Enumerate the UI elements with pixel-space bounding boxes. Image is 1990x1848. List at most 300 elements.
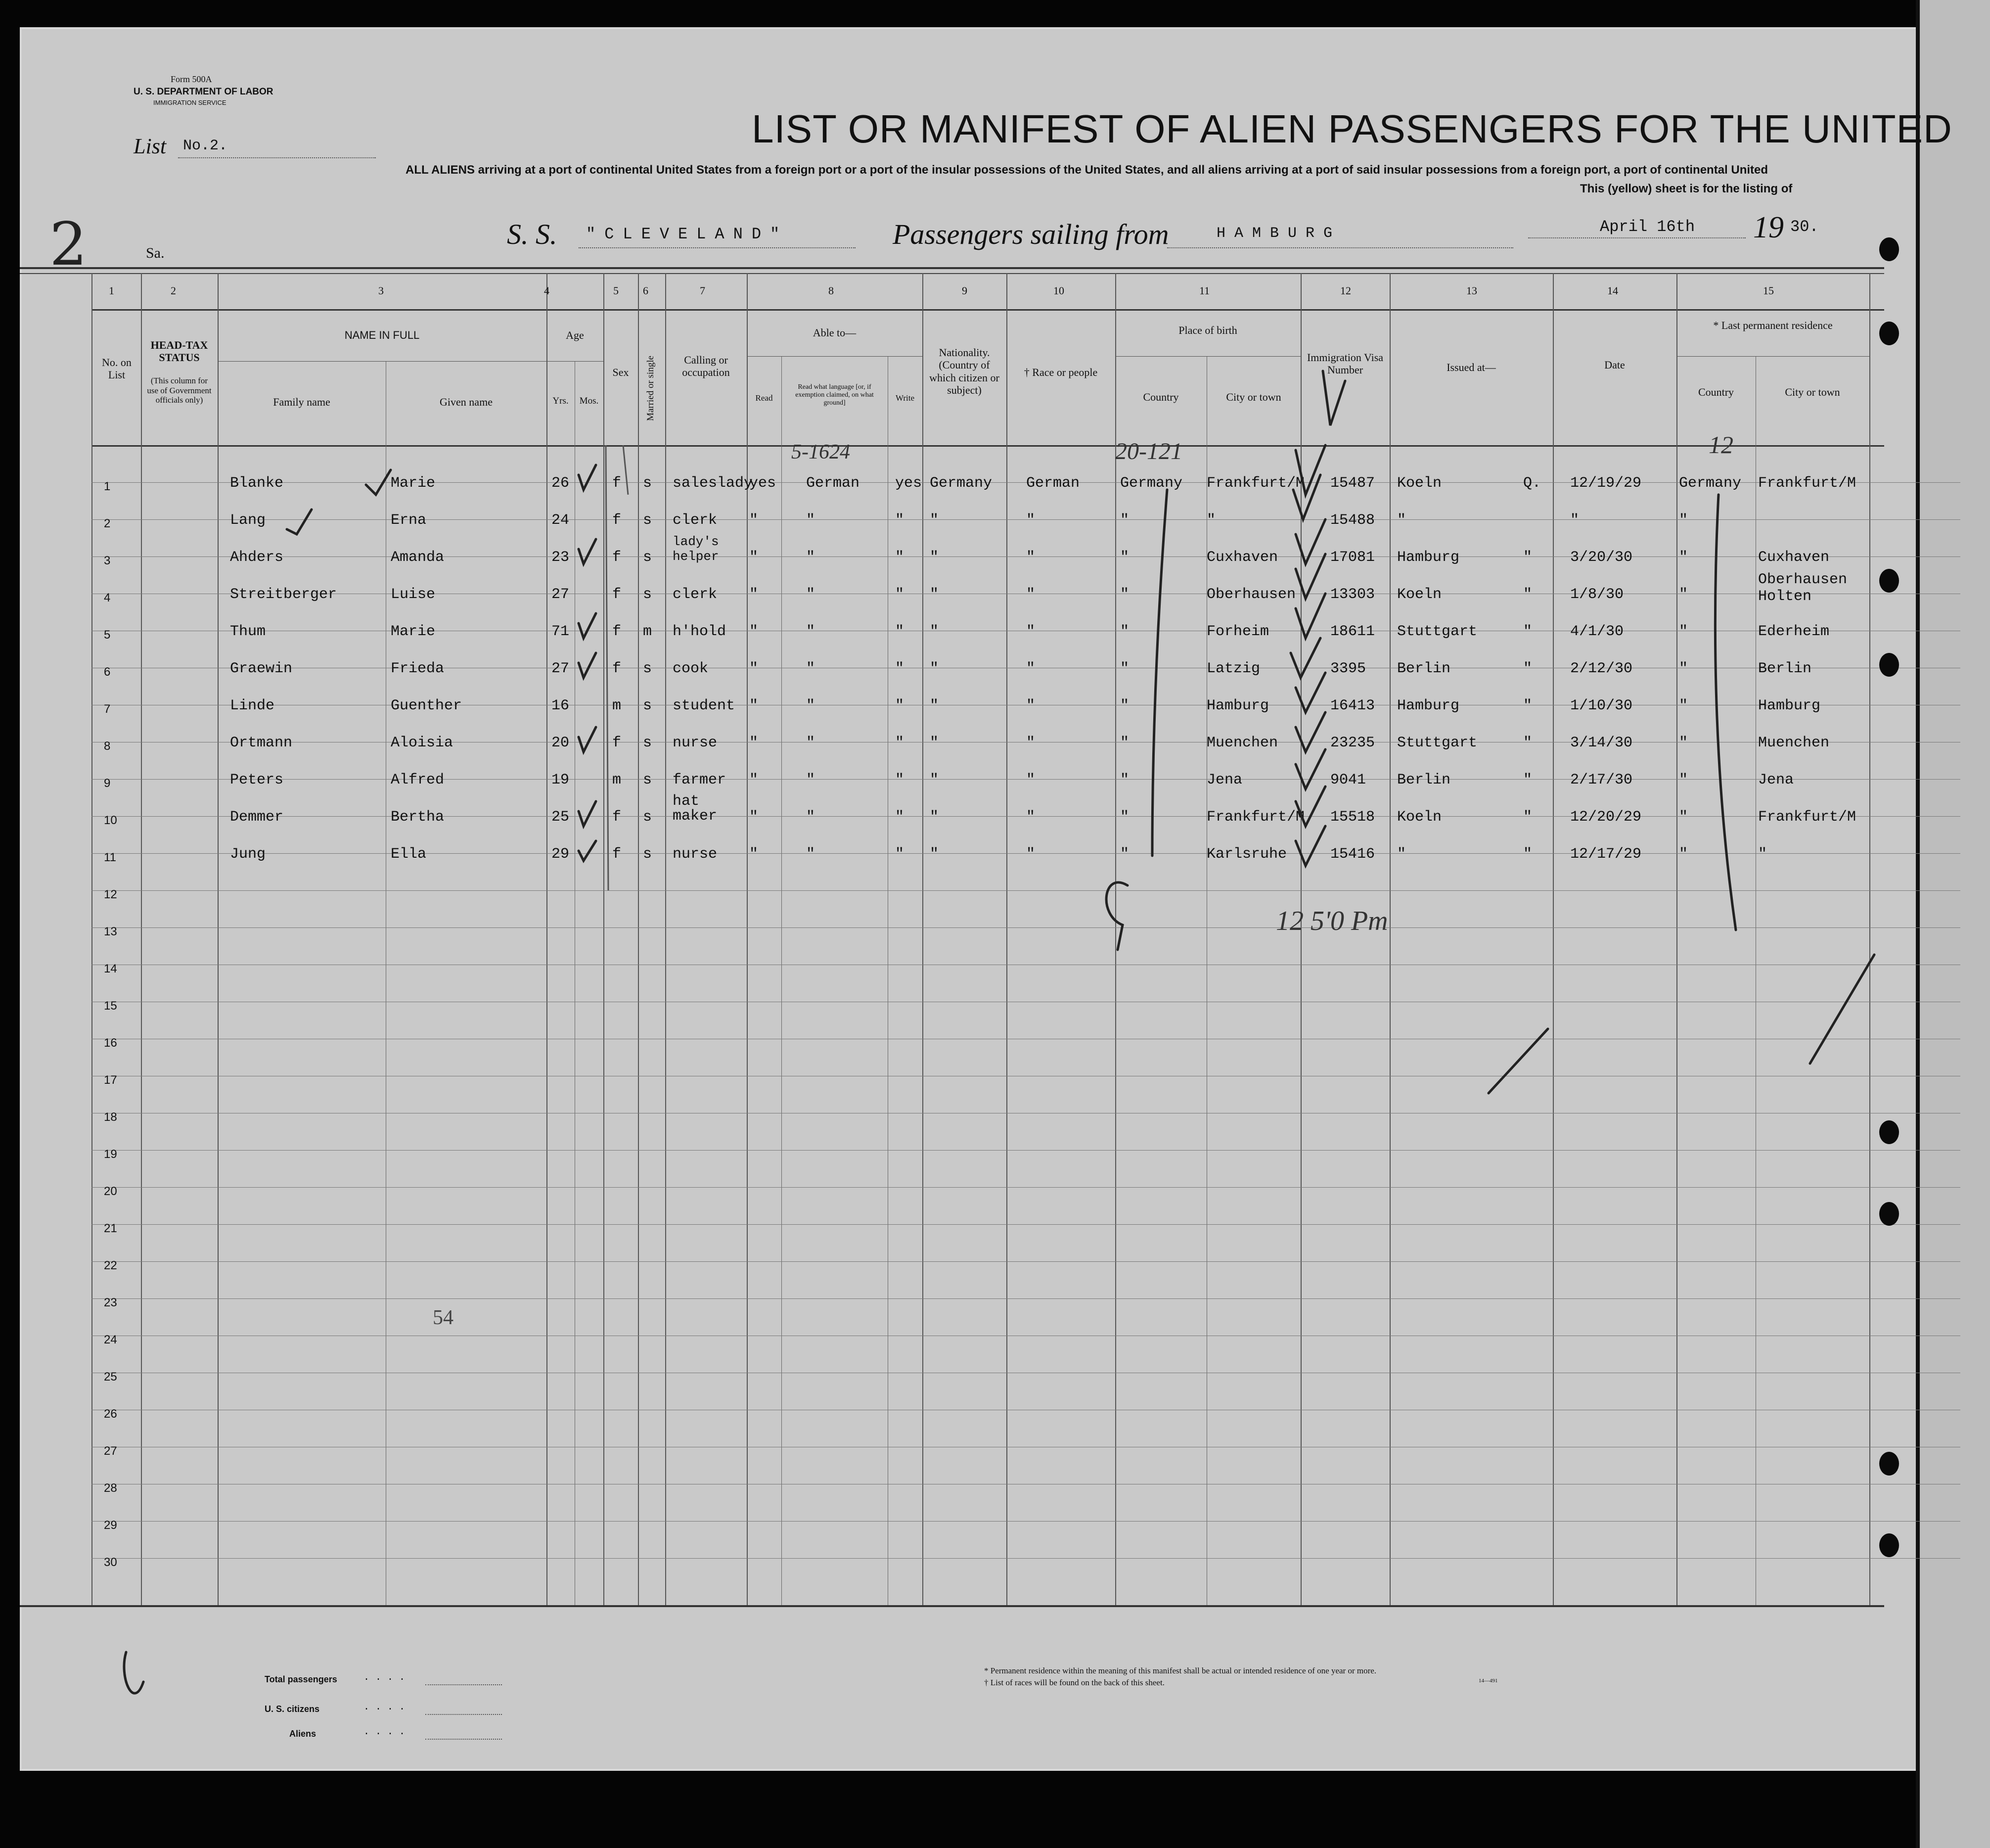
cell-given: Aloisia bbox=[391, 735, 453, 751]
cell-sex: f bbox=[612, 809, 622, 826]
binder-hole-icon bbox=[1879, 237, 1899, 261]
ss-label: S. S. bbox=[507, 218, 557, 250]
header-last-residence: * Last permanent residence bbox=[1713, 319, 1833, 331]
col-number: 6 bbox=[643, 284, 648, 297]
cell-race: " bbox=[1026, 772, 1036, 788]
cell-birth-country: " bbox=[1120, 846, 1130, 863]
cell-visa: 15518 bbox=[1330, 809, 1375, 826]
sailing-date: April 16th bbox=[1600, 218, 1695, 236]
cell-write: " bbox=[895, 549, 905, 566]
cell-married: m bbox=[643, 623, 652, 640]
binder-hole-icon bbox=[1879, 1202, 1899, 1226]
cell-yrs: 24 bbox=[551, 512, 570, 529]
form-number: Form 500A bbox=[171, 74, 212, 84]
cell-sex: f bbox=[612, 586, 622, 603]
row-number: 20 bbox=[104, 1185, 117, 1198]
cell-birth-country: " bbox=[1120, 660, 1130, 677]
header-family-name: Family name bbox=[273, 396, 330, 408]
col-number: 15 bbox=[1763, 284, 1774, 297]
cell-read: " bbox=[749, 512, 759, 529]
cell-birth-city: Karlsruhe bbox=[1207, 846, 1287, 863]
cell-family: Ahders bbox=[230, 549, 284, 566]
cell-given: Guenther bbox=[391, 697, 462, 714]
cell-write: " bbox=[895, 512, 905, 529]
service: IMMIGRATION SERVICE bbox=[153, 99, 226, 106]
cell-nationality: " bbox=[930, 846, 939, 863]
header-no-on-list: No. on List bbox=[102, 356, 132, 381]
row-number: 9 bbox=[104, 777, 111, 790]
subtitle-line-1: ALL ALIENS arriving at a port of continental United States from a foreign port or a port of the insular possessions of the United States, and all aliens arriving at a port of said insular possessions from a foreign port, a port of continental United bbox=[406, 163, 1768, 177]
cell-res-city: Jena bbox=[1758, 772, 1794, 788]
cell-date: 3/14/30 bbox=[1570, 735, 1633, 751]
cell-read: " bbox=[749, 846, 759, 863]
cell-calling: nurse bbox=[673, 735, 718, 751]
cell-race: " bbox=[1026, 549, 1036, 566]
cell-language: " bbox=[806, 846, 815, 863]
cell-issued: Koeln bbox=[1397, 809, 1442, 826]
header-age: Age bbox=[566, 329, 584, 341]
cell-res-city: Muenchen bbox=[1758, 735, 1830, 751]
cell-res-country: " bbox=[1679, 512, 1688, 529]
row-number: 22 bbox=[104, 1259, 117, 1272]
ribbon-annotation: 5-1624 bbox=[791, 441, 850, 463]
row-number: 17 bbox=[104, 1073, 117, 1087]
col-number: 4 bbox=[544, 284, 549, 297]
cell-write: " bbox=[895, 586, 905, 603]
cell-family: Thum bbox=[230, 623, 266, 640]
cell-married: s bbox=[643, 772, 652, 788]
cell-write: yes bbox=[895, 475, 922, 492]
cell-visa: 17081 bbox=[1330, 549, 1375, 566]
cell-yrs: 29 bbox=[551, 846, 570, 863]
cell-q: " bbox=[1523, 586, 1533, 603]
col-number: 8 bbox=[828, 284, 834, 297]
col-number: 3 bbox=[378, 284, 384, 297]
cell-q: Q. bbox=[1523, 475, 1541, 492]
cell-res-city: Frankfurt/M bbox=[1758, 475, 1856, 492]
cell-sex: m bbox=[612, 772, 622, 788]
cell-calling: saleslady bbox=[673, 475, 753, 492]
cell-issued: Koeln bbox=[1397, 475, 1442, 492]
row-number: 7 bbox=[104, 702, 111, 716]
cell-issued: Stuttgart bbox=[1397, 623, 1478, 640]
header-date: Date bbox=[1604, 359, 1625, 371]
cell-family: Blanke bbox=[230, 475, 284, 492]
cell-language: " bbox=[806, 623, 815, 640]
col-number: 1 bbox=[109, 284, 114, 297]
cell-birth-country: " bbox=[1120, 809, 1130, 826]
binder-hole-icon bbox=[1879, 569, 1899, 593]
cell-yrs: 19 bbox=[551, 772, 570, 788]
header-read: Read bbox=[755, 393, 773, 403]
sa-label: Sa. bbox=[146, 245, 165, 261]
footer-us-citizens: U. S. citizens bbox=[265, 1704, 320, 1714]
cell-read: " bbox=[749, 660, 759, 677]
cell-birth-country: " bbox=[1120, 697, 1130, 714]
cell-q: " bbox=[1523, 735, 1533, 751]
cell-sex: f bbox=[612, 475, 622, 492]
cell-date: 12/19/29 bbox=[1570, 475, 1642, 492]
row-number: 13 bbox=[104, 925, 117, 938]
cell-res-city: Berlin bbox=[1758, 660, 1812, 677]
cell-sex: f bbox=[612, 512, 622, 529]
cell-married: s bbox=[643, 586, 652, 603]
cell-birth-country: " bbox=[1120, 735, 1130, 751]
row-number: 1 bbox=[104, 480, 111, 493]
cell-read: " bbox=[749, 735, 759, 751]
ribbon-annotation: 20-121 bbox=[1115, 438, 1182, 464]
cell-race: " bbox=[1026, 660, 1036, 677]
subtitle-line-2: This (yellow) sheet is for the listing of bbox=[1580, 182, 1793, 195]
binder-hole-icon bbox=[1879, 322, 1899, 345]
cell-sex: f bbox=[612, 623, 622, 640]
cell-birth-city: Hamburg bbox=[1207, 697, 1269, 714]
cell-write: " bbox=[895, 846, 905, 863]
header-yrs: Yrs. bbox=[552, 396, 569, 406]
header-name-in-full: NAME IN FULL bbox=[344, 329, 420, 341]
row-number: 15 bbox=[104, 999, 117, 1013]
cell-language: " bbox=[806, 512, 815, 529]
cell-q: " bbox=[1523, 697, 1533, 714]
header-place-of-birth: Place of birth bbox=[1178, 324, 1237, 336]
header-issued-at: Issued at— bbox=[1447, 361, 1496, 373]
cell-q: " bbox=[1523, 660, 1533, 677]
cell-date: 12/17/29 bbox=[1570, 846, 1642, 863]
cell-birth-country: Germany bbox=[1120, 475, 1183, 492]
col-number: 13 bbox=[1466, 284, 1477, 297]
row-number: 14 bbox=[104, 962, 117, 975]
cell-visa: 18611 bbox=[1330, 623, 1375, 640]
handwritten-note: 12 5'0 Pm bbox=[1276, 906, 1388, 936]
cell-birth-country: " bbox=[1120, 772, 1130, 788]
cell-family: Ortmann bbox=[230, 735, 293, 751]
cell-issued: Berlin bbox=[1397, 660, 1451, 677]
header-calling: Calling or occupation bbox=[682, 354, 730, 379]
binder-hole-icon bbox=[1879, 653, 1899, 677]
cell-nationality: " bbox=[930, 512, 939, 529]
cell-yrs: 16 bbox=[551, 697, 570, 714]
col-number: 11 bbox=[1199, 284, 1210, 297]
row-number: 19 bbox=[104, 1148, 117, 1161]
cell-read: " bbox=[749, 772, 759, 788]
cell-res-city: Frankfurt/M bbox=[1758, 809, 1856, 826]
row-number: 4 bbox=[104, 591, 111, 604]
cell-issued: " bbox=[1397, 846, 1406, 863]
cell-race: " bbox=[1026, 586, 1036, 603]
cell-calling: clerk bbox=[673, 586, 718, 603]
cell-calling: farmer bbox=[673, 772, 726, 788]
row-number: 18 bbox=[104, 1110, 117, 1124]
cell-q: " bbox=[1523, 549, 1533, 566]
cell-write: " bbox=[895, 809, 905, 826]
cell-language: " bbox=[806, 697, 815, 714]
cell-calling: lady's helper bbox=[673, 534, 719, 564]
cell-nationality: " bbox=[930, 549, 939, 566]
cell-nationality: " bbox=[930, 735, 939, 751]
cell-visa: 13303 bbox=[1330, 586, 1375, 603]
cell-birth-country: " bbox=[1120, 512, 1130, 529]
col-number: 12 bbox=[1340, 284, 1351, 297]
cell-married: s bbox=[643, 697, 652, 714]
footer-aliens: Aliens bbox=[289, 1729, 317, 1739]
cell-visa: 15488 bbox=[1330, 512, 1375, 529]
cell-given: Luise bbox=[391, 586, 436, 603]
cell-read: " bbox=[749, 697, 759, 714]
cell-res-country: " bbox=[1679, 809, 1688, 826]
cell-family: Jung bbox=[230, 846, 266, 863]
cell-birth-city: Frankfurt/M bbox=[1207, 809, 1305, 826]
row-number: 21 bbox=[104, 1222, 117, 1235]
cell-q: " bbox=[1523, 846, 1533, 863]
cell-yrs: 26 bbox=[551, 475, 570, 492]
cell-birth-city: Forheim bbox=[1207, 623, 1269, 640]
footer-print-code: 14—491 bbox=[1479, 1678, 1498, 1684]
cell-birth-country: " bbox=[1120, 623, 1130, 640]
cell-yrs: 25 bbox=[551, 809, 570, 826]
cell-res-country: " bbox=[1679, 586, 1688, 603]
cell-race: " bbox=[1026, 512, 1036, 529]
cell-yrs: 71 bbox=[551, 623, 570, 640]
header-able-to: Able to— bbox=[813, 326, 857, 339]
header-head-tax-note: (This column for use of Government officials only) bbox=[147, 376, 212, 405]
cell-date: 12/20/29 bbox=[1570, 809, 1642, 826]
col-number: 2 bbox=[171, 284, 176, 297]
cell-res-country: " bbox=[1679, 846, 1688, 863]
sailing-label: Passengers sailing from bbox=[893, 218, 1169, 250]
col-number: 7 bbox=[700, 284, 705, 297]
cell-calling: cook bbox=[673, 660, 709, 677]
handwritten-mark: 2 bbox=[49, 210, 88, 279]
cell-sex: f bbox=[612, 549, 622, 566]
row-number: 27 bbox=[104, 1444, 117, 1458]
footer-note-2: † List of races will be found on the back of this sheet. bbox=[984, 1678, 1165, 1687]
cell-res-country: Germany bbox=[1679, 475, 1742, 492]
year-prefix: 19 bbox=[1753, 211, 1784, 244]
cell-race: German bbox=[1026, 475, 1080, 492]
ship-name: "CLEVELAND" bbox=[586, 225, 789, 243]
cell-given: Frieda bbox=[391, 660, 445, 677]
cell-married: s bbox=[643, 660, 652, 677]
cell-write: " bbox=[895, 772, 905, 788]
cell-nationality: " bbox=[930, 772, 939, 788]
cell-issued: Koeln bbox=[1397, 586, 1442, 603]
list-number: No.2. bbox=[183, 138, 228, 154]
cell-issued: Berlin bbox=[1397, 772, 1451, 788]
row-number: 11 bbox=[104, 851, 116, 864]
cell-calling: clerk bbox=[673, 512, 718, 529]
row-number: 24 bbox=[104, 1333, 117, 1346]
cell-nationality: " bbox=[930, 697, 939, 714]
cell-date: 2/12/30 bbox=[1570, 660, 1633, 677]
cell-write: " bbox=[895, 660, 905, 677]
header-birth-country: Country bbox=[1143, 391, 1179, 403]
cell-language: " bbox=[806, 772, 815, 788]
cell-read: " bbox=[749, 623, 759, 640]
cell-date: 1/8/30 bbox=[1570, 586, 1624, 603]
cell-language: " bbox=[806, 735, 815, 751]
cell-birth-country: " bbox=[1120, 549, 1130, 566]
cell-sex: m bbox=[612, 697, 622, 714]
stamp-number: 54 bbox=[433, 1306, 453, 1329]
cell-nationality: " bbox=[930, 809, 939, 826]
cell-given: Alfred bbox=[391, 772, 445, 788]
row-number: 5 bbox=[104, 628, 111, 642]
cell-date: 3/20/30 bbox=[1570, 549, 1633, 566]
cell-write: " bbox=[895, 697, 905, 714]
cell-race: " bbox=[1026, 623, 1036, 640]
cell-visa: 9041 bbox=[1330, 772, 1366, 788]
cell-married: s bbox=[643, 809, 652, 826]
cell-yrs: 20 bbox=[551, 735, 570, 751]
row-number: 30 bbox=[104, 1556, 117, 1569]
row-number: 28 bbox=[104, 1481, 117, 1495]
cell-res-country: " bbox=[1679, 660, 1688, 677]
cell-res-city: Hamburg bbox=[1758, 697, 1821, 714]
cell-calling: hat maker bbox=[673, 793, 718, 825]
cell-visa: 16413 bbox=[1330, 697, 1375, 714]
cell-sex: f bbox=[612, 660, 622, 677]
cell-birth-country: " bbox=[1120, 586, 1130, 603]
cell-nationality: " bbox=[930, 660, 939, 677]
cell-race: " bbox=[1026, 735, 1036, 751]
cell-read: " bbox=[749, 809, 759, 826]
cell-q: " bbox=[1523, 623, 1533, 640]
cell-married: s bbox=[643, 846, 652, 863]
cell-family: Peters bbox=[230, 772, 284, 788]
binder-hole-icon bbox=[1879, 1452, 1899, 1476]
page-title: LIST OR MANIFEST OF ALIEN PASSENGERS FOR THE UNITED bbox=[752, 107, 1952, 151]
header-write: Write bbox=[895, 393, 915, 403]
header-res-country: Country bbox=[1698, 386, 1734, 398]
cell-married: s bbox=[643, 512, 652, 529]
cell-visa: 3395 bbox=[1330, 660, 1366, 677]
header-nationality: Nationality. (Country of which citizen or subject) bbox=[929, 346, 999, 396]
cell-given: Amanda bbox=[391, 549, 445, 566]
header-res-city: City or town bbox=[1785, 386, 1840, 398]
col-number: 9 bbox=[962, 284, 967, 297]
cell-read: yes bbox=[749, 475, 776, 492]
cell-given: Bertha bbox=[391, 809, 445, 826]
cell-write: " bbox=[895, 623, 905, 640]
cell-sex: f bbox=[612, 846, 622, 863]
cell-birth-city: Frankfurt/M bbox=[1207, 475, 1305, 492]
cell-married: s bbox=[643, 549, 652, 566]
header-married: Married or single bbox=[645, 356, 656, 421]
cell-visa: 15416 bbox=[1330, 846, 1375, 863]
row-number: 23 bbox=[104, 1296, 117, 1309]
cell-birth-city: Muenchen bbox=[1207, 735, 1278, 751]
row-number: 3 bbox=[104, 554, 111, 567]
cell-read: " bbox=[749, 586, 759, 603]
list-label: List bbox=[134, 134, 167, 158]
cell-married: s bbox=[643, 735, 652, 751]
cell-date: 1/10/30 bbox=[1570, 697, 1633, 714]
cell-birth-city: Cuxhaven bbox=[1207, 549, 1278, 566]
cell-language: " bbox=[806, 549, 815, 566]
cell-race: " bbox=[1026, 846, 1036, 863]
cell-given: Ella bbox=[391, 846, 427, 863]
cell-family: Linde bbox=[230, 697, 275, 714]
cell-calling: nurse bbox=[673, 846, 718, 863]
cell-issued: Hamburg bbox=[1397, 697, 1460, 714]
row-number: 6 bbox=[104, 665, 111, 679]
cell-date: " bbox=[1570, 512, 1580, 529]
cell-birth-city: Jena bbox=[1207, 772, 1243, 788]
cell-language: " bbox=[806, 809, 815, 826]
cell-language: " bbox=[806, 660, 815, 677]
cell-yrs: 23 bbox=[551, 549, 570, 566]
header-head-tax: HEAD-TAX STATUS bbox=[150, 339, 208, 364]
cell-date: 2/17/30 bbox=[1570, 772, 1633, 788]
ribbon-annotation: 12 bbox=[1709, 431, 1733, 459]
header-mos: Mos. bbox=[579, 396, 599, 406]
cell-visa: 15487 bbox=[1330, 475, 1375, 492]
cell-res-country: " bbox=[1679, 697, 1688, 714]
cell-res-city: Ederheim bbox=[1758, 623, 1830, 640]
cell-given: Marie bbox=[391, 623, 436, 640]
row-number: 2 bbox=[104, 517, 111, 530]
cell-res-country: " bbox=[1679, 772, 1688, 788]
year-suffix: 30. bbox=[1790, 218, 1819, 236]
footer-note-1: * Permanent residence within the meaning of this manifest shall be actual or intended residence of one year or more. bbox=[984, 1666, 1377, 1675]
cell-q: " bbox=[1523, 809, 1533, 826]
col-number: 14 bbox=[1607, 284, 1618, 297]
cell-date: 4/1/30 bbox=[1570, 623, 1624, 640]
header-given-name: Given name bbox=[440, 396, 493, 408]
row-number: 29 bbox=[104, 1519, 117, 1532]
header-birth-city: City or town bbox=[1226, 391, 1281, 403]
cell-birth-city: " bbox=[1207, 512, 1216, 529]
binder-hole-icon bbox=[1879, 1533, 1899, 1557]
row-number: 8 bbox=[104, 739, 111, 753]
cell-given: Erna bbox=[391, 512, 427, 529]
header-sex: Sex bbox=[612, 366, 629, 378]
footer-total-passengers: Total passengers bbox=[265, 1674, 337, 1684]
header-race: † Race or people bbox=[1024, 366, 1098, 378]
cell-race: " bbox=[1026, 697, 1036, 714]
cell-race: " bbox=[1026, 809, 1036, 826]
cell-issued: Hamburg bbox=[1397, 549, 1460, 566]
cell-calling: student bbox=[673, 697, 735, 714]
cell-res-city: Cuxhaven bbox=[1758, 549, 1830, 566]
row-number: 25 bbox=[104, 1370, 117, 1384]
cell-res-country: " bbox=[1679, 735, 1688, 751]
cell-birth-city: Latzig bbox=[1207, 660, 1261, 677]
cell-birth-city: Oberhausen bbox=[1207, 586, 1296, 603]
row-number: 12 bbox=[104, 888, 117, 901]
cell-issued: " bbox=[1397, 512, 1406, 529]
binder-hole-icon bbox=[1879, 1120, 1899, 1144]
cell-nationality: Germany bbox=[930, 475, 993, 492]
cell-sex: f bbox=[612, 735, 622, 751]
cell-yrs: 27 bbox=[551, 660, 570, 677]
cell-given: Marie bbox=[391, 475, 436, 492]
row-number: 26 bbox=[104, 1407, 117, 1421]
cell-issued: Stuttgart bbox=[1397, 735, 1478, 751]
cell-write: " bbox=[895, 735, 905, 751]
cell-res-country: " bbox=[1679, 623, 1688, 640]
row-number: 10 bbox=[104, 814, 117, 827]
header-read-language: Read what language [or, if exemption claimed, on what ground] bbox=[795, 383, 874, 407]
cell-res-city: Oberhausen Holten bbox=[1758, 571, 1848, 605]
cell-language: German bbox=[806, 475, 860, 492]
cell-visa: 23235 bbox=[1330, 735, 1375, 751]
cell-family: Graewin bbox=[230, 660, 293, 677]
cell-nationality: " bbox=[930, 623, 939, 640]
cell-yrs: 27 bbox=[551, 586, 570, 603]
cell-res-country: " bbox=[1679, 549, 1688, 566]
col-number: 10 bbox=[1053, 284, 1064, 297]
